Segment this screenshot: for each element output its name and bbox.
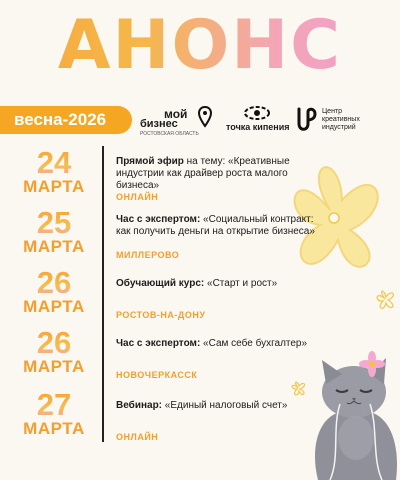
event-text: «Единый налоговый счет» [162,400,288,411]
event-description [116,156,316,192]
event-date [14,387,94,438]
logo-center-line2: креативных [322,116,360,123]
event-description [116,338,316,350]
tochka-logo-icon [243,104,271,122]
logo-moy-biznes-line1: мой [164,107,188,121]
event-text: «Социальный контракт: как получить деньги на открытие бизнеса» [116,214,315,237]
event-type: Вебинар: [116,400,163,411]
event-description [116,278,316,290]
event-date [14,265,94,316]
event-month: МАРТА [23,177,85,196]
event-text: «Старт и рост» [204,278,278,289]
logo-tochka-kipeniya [226,104,288,136]
event-description [116,214,316,238]
event-day: 24 [14,148,94,178]
logo-moy-biznes [140,104,212,136]
event-day: 27 [14,390,94,420]
logo-center-line3: индустрий [322,124,356,131]
event-month: МАРТА [23,419,85,438]
event-location: ОНЛАЙН [116,192,159,202]
event-type: Час с экспертом: [116,214,201,225]
event-date [14,205,94,256]
event-description [116,400,316,412]
event-location: ОНЛАЙН [116,432,159,442]
event-location: МИЛЛЕРОВО [116,250,180,260]
event-text: «Сам себе бухгалтер» [200,338,308,349]
event-location: НОВОЧЕРКАССК [116,370,198,380]
event-day: 26 [14,328,94,358]
event-location: РОСТОВ-НА-ДОНУ [116,310,206,320]
event-date [14,145,94,196]
event-type: Прямой эфир [116,156,184,167]
event-month: МАРТА [23,237,85,256]
logo-moy-biznes-line2: бизнес [140,118,178,130]
timeline-line [102,146,104,442]
center-creative-logo-icon [296,106,318,134]
event-month: МАРТА [23,357,85,376]
event-type: Час с экспертом: [116,338,201,349]
logo-tochka-text: точка кипения [226,122,290,132]
event-month: МАРТА [23,297,85,316]
event-text: на тему: «Креативные индустрии как драйвер роста малого бизнеса» [116,156,290,191]
logo-center-line1: Центр [322,108,343,115]
cat-illustration [300,348,400,480]
event-day: 26 [14,268,94,298]
logo-center-creative [296,104,392,136]
event-day: 25 [14,208,94,238]
event-type: Обучающий курс: [116,278,205,289]
season-badge: весна-2026 [0,106,132,134]
page-title: АНОНС [0,6,400,86]
flower-doodle-small [372,286,398,312]
location-pin-icon [198,106,212,128]
event-date [14,325,94,376]
logo-moy-biznes-sub: РОСТОВСКАЯ ОБЛАСТЬ [140,131,199,137]
